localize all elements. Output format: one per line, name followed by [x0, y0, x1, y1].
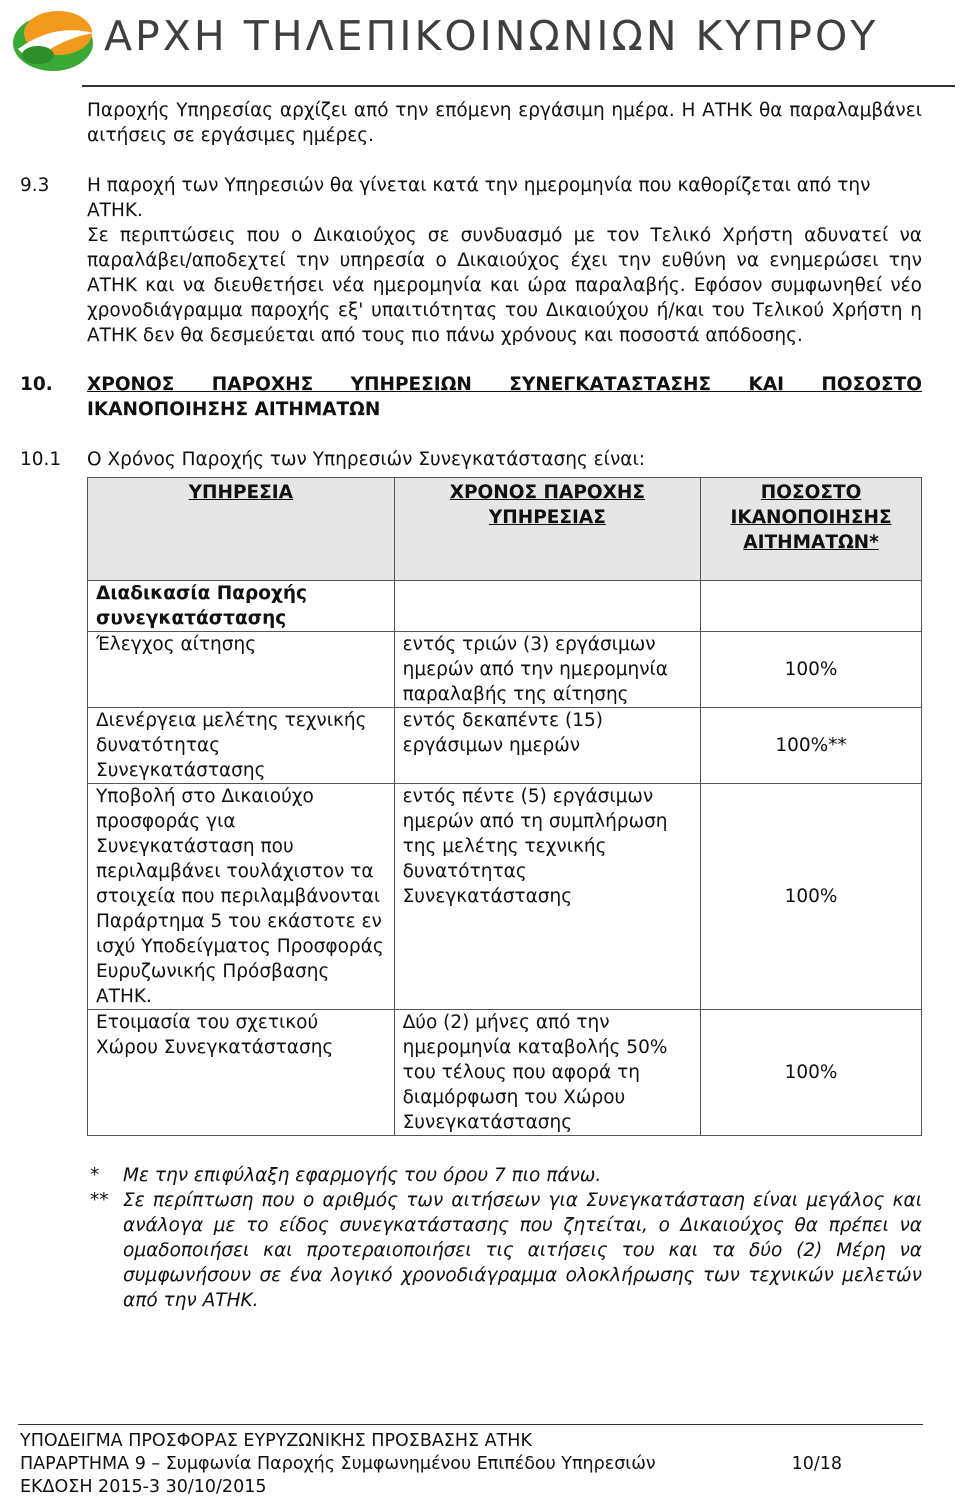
- clause-9-3: [20, 173, 922, 348]
- table-row: [88, 784, 922, 1010]
- footnote-mark: **: [90, 1190, 109, 1211]
- section-title-line2-wrap: [20, 397, 922, 422]
- service-cell: Διενέργεια μελέτης τεχνικής δυνατότητας Συνεγκατάστασης: [88, 708, 395, 784]
- footer-annex-title: ΠΑΡΑΡΤΗΜΑ 9 – Συμφωνία Παροχής Συμφωνημένου Επιπέδου Υπηρεσιών: [20, 1454, 656, 1474]
- footer-document-title: ΥΠΟΔΕΙΓΜΑ ΠΡΟΣΦΟΡΑΣ ΕΥΡΥΖΩΝΙΚΗΣ ΠΡΟΣΒΑΣΗΣ ΑΤΗΚ: [20, 1431, 532, 1451]
- footer-divider: [18, 1424, 923, 1425]
- footnote-text: Με την επιφύλαξη εφαρμογής του όρου 7 πιο πάνω.: [123, 1165, 602, 1186]
- header-service: ΥΠΗΡΕΣΙΑ: [88, 478, 395, 581]
- time-cell: εντός δεκαπέντε (15) εργάσιμων ημερών: [394, 708, 701, 784]
- clause-10-1: [20, 447, 922, 472]
- footnote-mark: *: [90, 1165, 100, 1186]
- table-footnotes: [90, 1163, 922, 1313]
- table-header-row: [88, 478, 922, 581]
- service-cell: Έλεγχος αίτησης: [88, 632, 395, 708]
- clause-number: 9.3: [20, 175, 50, 196]
- header-divider: [82, 85, 955, 87]
- time-cell: εντός τριών (3) εργάσιμων ημερών από την ημερομηνία παραλαβής της αίτησης: [394, 632, 701, 708]
- service-cell: Υποβολή στο Δικαιούχο προσφοράς για Συνεγκατάσταση που περιλαμβάνει τουλάχιστον τα στοιχεία που περιλαμβάνονται Παράρτημα 5 του εκάστοτε εν ισχύ Υποδείγματος Προσφοράς Ευρυζωνικής Πρόσβασης ΑΤΗΚ.: [88, 784, 395, 1010]
- table-row: [88, 1010, 922, 1136]
- percent-cell: 100%: [701, 784, 922, 1010]
- service-times-table: [87, 477, 922, 1136]
- cyta-logo-icon: [8, 3, 98, 75]
- empty-cell: [394, 581, 701, 632]
- time-cell: Δύο (2) μήνες από την ημερομηνία καταβολής 50% του τέλους που αφορά τη διαμόρφωση του Χώρου Συνεγκατάστασης: [394, 1010, 701, 1136]
- empty-cell: [701, 581, 922, 632]
- header-time: ΧΡΟΝΟΣ ΠΑΡΟΧΗΣ ΥΠΗΡΕΣΙΑΣ: [394, 478, 701, 581]
- footnote: [90, 1163, 922, 1188]
- section-number: 10.: [20, 374, 53, 395]
- service-cell: Ετοιμασία του σχετικού Χώρου Συνεγκατάστασης: [88, 1010, 395, 1136]
- intro-paragraph: Παροχής Υπηρεσίας αρχίζει από την επόμενη εργάσιμη ημέρα. Η ΑΤΗΚ θα παραλαμβάνει αιτήσεις σε εργάσιμες ημέρες.: [87, 100, 922, 146]
- table-group-row: [88, 581, 922, 632]
- page-header: [0, 0, 960, 88]
- footnote-text: Σε περίπτωση που ο αριθμός των αιτήσεων για Συνεγκατάσταση είναι μεγάλος και ανάλογα με το είδος συνεγκατάστασης που ζητείται, ο Δικαιούχος θα πρέπει να ομαδοποιήσει και προτεραιοποιήσει τις αιτήσεις του και τα δύο (2) Μέρη να συμφωνήσουν σε ένα λογικό χρονοδιάγραμμα ολοκλήρωσης των τεχνικών μελετών από την ΑΤΗΚ.: [123, 1190, 922, 1311]
- time-cell: εντός πέντε (5) εργάσιμων ημερών από τη συμπλήρωση της μελέτης τεχνικής δυνατότητας Συνεγκατάστασης: [394, 784, 701, 1010]
- section-title-line1: ΧΡΟΝΟΣ ΠΑΡΟΧΗΣ ΥΠΗΡΕΣΙΩΝ ΣΥΝΕΓΚΑΤΑΣΤΑΣΗΣ ΚΑΙ ΠΟΣΟΣΤΟ: [87, 374, 922, 395]
- clause-text: Σε περιπτώσεις που ο Δικαιούχος σε συνδυασμό με τον Τελικό Χρήστη αδυνατεί να παραλάβει/αποδεχτεί την υπηρεσία ο Δικαιούχος έχει την ευθύνη να ενημερώσει την ΑΤΗΚ και να διευθετήσει νέα ημερομηνία και ώρα παραλαβής. Εφόσον συμφωνηθεί νέο χρονοδιάγραμμα παροχής εξ' υπαιτιότητας του Δικαιούχου ή/και του Τελικού Χρήστη η ΑΤΗΚ δεν θα δεσμεύεται από τους πιο πάνω χρόνους και ποσοστά απόδοσης.: [87, 225, 922, 346]
- organization-name: ΑΡΧΗ ΤΗΛΕΠΙΚΟΙΝΩΝΙΩΝ ΚΥΠΡΟΥ: [104, 12, 879, 60]
- header-percent: ΠΟΣΟΣΤΟ ΙΚΑΝΟΠΟΙΗΣΗΣ ΑΙΤΗΜΑΤΩΝ*: [701, 478, 922, 581]
- section-title-line2: ΙΚΑΝΟΠΟΙΗΣΗΣ ΑΙΤΗΜΑΤΩΝ: [87, 399, 381, 420]
- percent-cell: 100%**: [701, 708, 922, 784]
- section-heading-10: [20, 372, 922, 397]
- percent-cell: 100%: [701, 1010, 922, 1136]
- clause-text: Ο Χρόνος Παροχής των Υπηρεσιών Συνεγκατάστασης είναι:: [87, 449, 645, 470]
- group-title: Διαδικασία Παροχής συνεγκατάστασης: [88, 581, 395, 632]
- table-row: [88, 632, 922, 708]
- page-footer: [20, 1430, 920, 1499]
- footer-edition: ΕΚΔΟΣΗ 2015-3 30/10/2015: [20, 1477, 267, 1497]
- page-number: 10/18: [791, 1454, 842, 1474]
- clause-first-line: Η παροχή των Υπηρεσιών θα γίνεται κατά την ημερομηνία που καθορίζεται από την ΑΤΗΚ.: [87, 175, 871, 221]
- clause-number: 10.1: [20, 449, 62, 470]
- footnote: [90, 1188, 922, 1313]
- percent-cell: 100%: [701, 632, 922, 708]
- document-body: [20, 98, 922, 472]
- table-row: [88, 708, 922, 784]
